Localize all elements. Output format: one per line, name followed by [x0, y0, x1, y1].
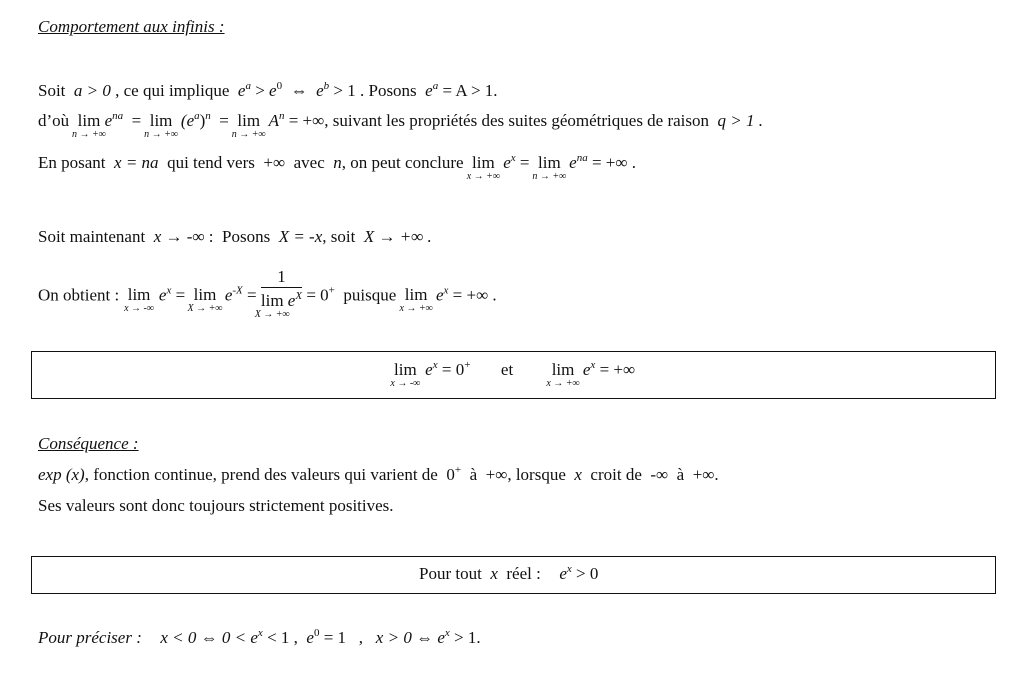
math: e — [425, 81, 433, 100]
math: = 1 — [323, 628, 347, 647]
math: +∞ — [485, 465, 508, 484]
math-sup: 0 — [276, 80, 283, 92]
math: > 0 — [576, 564, 599, 583]
math: n — [333, 153, 342, 172]
text: Soit maintenant — [38, 227, 146, 246]
text: réel : — [506, 564, 541, 583]
math: e — [237, 81, 246, 100]
math: x — [574, 465, 582, 484]
limit: lim x → +∞ — [466, 153, 501, 182]
math: -∞ — [650, 465, 669, 484]
math: exp (x) — [38, 465, 85, 484]
text: croit de — [590, 465, 642, 484]
math-sup: + — [464, 359, 471, 371]
limit: lim n → +∞ — [532, 153, 567, 182]
math-sup: x — [444, 627, 450, 639]
text: puisque — [343, 285, 397, 305]
text: En posant — [38, 153, 106, 172]
math: e — [582, 360, 591, 379]
text: Pour tout — [419, 564, 482, 583]
text: , fonction continue, prend des valeurs qui varient de — [84, 465, 438, 484]
math: e — [104, 111, 113, 130]
math-sup: x — [510, 152, 516, 164]
text: , soit — [322, 227, 356, 246]
text: avec — [293, 153, 325, 172]
math: = 0 — [441, 360, 465, 379]
math: = 0 — [306, 285, 329, 305]
math: = +∞ . — [591, 153, 637, 172]
limit: lim x → -∞ — [390, 360, 421, 389]
math: = — [131, 111, 142, 130]
text: On obtient : — [38, 285, 120, 305]
math: x — [490, 564, 498, 583]
math: = — [247, 285, 257, 305]
math: X = -x — [278, 227, 323, 246]
math: e — [435, 285, 444, 305]
math: e — [224, 285, 233, 305]
math: x → -∞ — [153, 227, 205, 246]
equiv-symbol: ⇔ — [290, 81, 308, 100]
limit: lim x → +∞ — [399, 285, 433, 315]
text: Posons — [368, 81, 417, 100]
text: , on peut conclure — [341, 153, 464, 172]
text: Soit — [38, 81, 66, 100]
text: et — [500, 360, 514, 379]
math: q > 1 . — [717, 111, 764, 130]
math: e — [569, 153, 577, 172]
text: , ce qui implique — [115, 81, 230, 100]
math: e — [425, 360, 433, 379]
math-sup: na — [576, 152, 588, 164]
math: = — [175, 285, 186, 305]
math: e — [316, 81, 324, 100]
limit: lim x → -∞ — [124, 285, 154, 315]
text: à — [469, 465, 478, 484]
math-sup: na — [112, 110, 124, 122]
math: e — [559, 564, 567, 583]
math-sup: x — [257, 627, 263, 639]
line-en-posant — [38, 152, 637, 182]
math: X → +∞ . — [363, 227, 432, 246]
math-sup: + — [328, 284, 335, 297]
math-sup: x — [443, 284, 449, 297]
math: x = na — [114, 153, 159, 172]
math: < 1 , — [267, 628, 298, 647]
fraction: 1 lim X → +∞ $e^X$ — [254, 267, 303, 320]
math: e — [306, 628, 314, 647]
text: : — [208, 227, 214, 246]
line-exp — [38, 466, 719, 483]
text: , — [358, 628, 364, 647]
math-sup: a — [245, 80, 251, 92]
math: = A > 1. — [442, 81, 498, 100]
limit: lim n → +∞ — [231, 111, 266, 140]
box-positive-content — [419, 565, 598, 582]
math-sup: n — [278, 110, 285, 122]
math-sup: a — [194, 110, 200, 122]
math-sup: n — [205, 110, 211, 122]
line-soit-a — [38, 82, 498, 99]
line-positives: Ses valeurs sont donc toujours strictement positives. — [38, 496, 394, 515]
text: Pour préciser : — [38, 628, 142, 647]
text: Posons — [222, 227, 271, 246]
math: x > 0 ⇔ e — [375, 628, 445, 647]
math: = +∞ . — [452, 285, 497, 305]
math: = — [219, 111, 229, 130]
math: x < 0 ⇔ 0 < e — [160, 628, 258, 647]
math-sup: x — [566, 563, 572, 575]
math: +∞. — [692, 465, 719, 484]
math-sup: x — [590, 359, 596, 371]
math-sup: x — [432, 359, 438, 371]
math: = — [519, 153, 530, 172]
line-soit-maintenant — [38, 228, 432, 245]
limit: lim X → +∞ — [187, 285, 223, 315]
math: e — [269, 81, 277, 100]
math: +∞ — [263, 153, 286, 172]
section-heading: Comportement aux infinis : — [38, 17, 225, 36]
result-box-limits — [31, 351, 996, 399]
math-sup: 0 — [313, 627, 320, 639]
math: > — [255, 81, 265, 100]
math: a > 0 — [73, 81, 111, 100]
result-box-positive — [31, 556, 996, 594]
math-sup: b — [323, 80, 330, 92]
limit: lim n → +∞ — [144, 111, 179, 140]
math: e — [158, 285, 167, 305]
text: qui tend vers — [167, 153, 255, 172]
math: = +∞ — [288, 111, 325, 130]
math: 0 — [446, 465, 455, 484]
math-sup: + — [454, 464, 462, 476]
text: , suivant les propriétés des suites géométriques de raison — [324, 111, 710, 130]
line-dou — [38, 110, 764, 140]
line-on-obtient — [38, 267, 497, 323]
box-limits-content — [390, 359, 636, 389]
limit: lim n → +∞ — [72, 111, 106, 140]
consequence-heading: Conséquence : — [38, 434, 139, 453]
math-sup: x — [166, 284, 172, 297]
math: ) — [199, 111, 206, 130]
math: > 1 . — [333, 81, 365, 100]
math: e — [503, 153, 511, 172]
math: > 1. — [454, 628, 481, 647]
math-sup: a — [432, 80, 439, 92]
line-pour-preciser — [38, 629, 481, 646]
math-sup: -X — [232, 284, 243, 297]
math: = +∞ — [599, 360, 636, 379]
text: d’où — [38, 111, 70, 130]
limit: lim x → +∞ — [546, 360, 580, 389]
math: A — [268, 111, 279, 130]
math: (e — [180, 111, 195, 130]
text: , lorsque — [507, 465, 566, 484]
text: à — [676, 465, 685, 484]
